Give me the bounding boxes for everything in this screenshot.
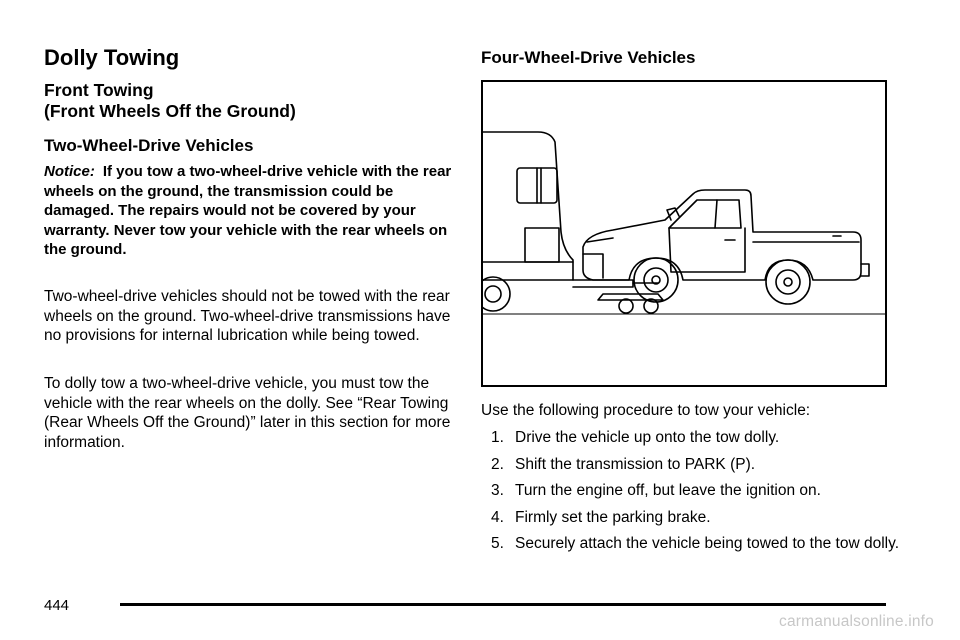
dolly-towing-illustration xyxy=(481,80,887,387)
front-towing-heading-line1: Front Towing xyxy=(44,80,154,100)
truck-front-wheel xyxy=(634,258,678,302)
truck-on-dolly-drawing xyxy=(483,82,885,385)
procedure-step xyxy=(481,481,901,501)
dolly-tow-paragraph: To dolly tow a two-wheel-drive vehicle, you must tow the vehicle with the rear wheels on the dolly. See “Rear Towing (Rear Wheels Off the Ground)” later in this section for more information. xyxy=(44,375,451,451)
step-text: Turn the engine off, but leave the ignition on. xyxy=(515,482,821,499)
step-number: 1. xyxy=(491,429,504,446)
step-number: 5. xyxy=(491,535,504,552)
step-text: Shift the transmission to PARK (P). xyxy=(515,455,756,473)
procedure-step xyxy=(481,428,901,448)
truck-front-bumper xyxy=(583,254,603,278)
two-wheel-drive-paragraph: Two-wheel-drive vehicles should not be towed with the rear wheels on the ground. Two-wheel-drive transmissions have no provisions for internal lubrication while being towed. xyxy=(44,288,451,345)
notice-label: Notice: xyxy=(44,163,95,180)
procedure-step xyxy=(481,455,901,475)
step-number: 2. xyxy=(491,455,504,473)
truck-cab-window xyxy=(669,200,741,228)
step-number: 3. xyxy=(491,482,504,499)
motorhome-wheel xyxy=(483,277,510,311)
notice-block xyxy=(44,162,454,260)
front-towing-heading-line2: (Front Wheels Off the Ground) xyxy=(44,101,296,121)
procedure-intro: Use the following procedure to tow your vehicle: xyxy=(481,402,811,419)
dolly-wheel-left xyxy=(619,299,633,313)
tow-bar xyxy=(573,280,633,287)
step-text: Drive the vehicle up onto the tow dolly. xyxy=(515,429,780,446)
procedure-steps xyxy=(481,428,901,561)
truck-rear-wheel xyxy=(766,260,810,304)
front-towing-heading xyxy=(44,80,296,122)
site-watermark: carmanualsonline.info xyxy=(779,613,934,630)
notice-text: If you tow a two-wheel-drive vehicle with the rear wheels on the ground, the transmission could be damaged. The repairs would not be covered by your warranty. Never tow your vehicle with the rear wheels on the ground. xyxy=(44,163,452,259)
truck-door xyxy=(669,228,745,272)
footer-rule xyxy=(120,603,886,606)
four-wheel-drive-heading: Four-Wheel-Drive Vehicles xyxy=(481,48,696,67)
page-number: 444 xyxy=(44,597,70,614)
motorhome-door xyxy=(525,228,559,262)
step-text: Firmly set the parking brake. xyxy=(515,508,711,526)
step-number: 4. xyxy=(491,508,504,526)
two-wheel-drive-heading: Two-Wheel-Drive Vehicles xyxy=(44,136,254,155)
page-title: Dolly Towing xyxy=(44,45,180,70)
truck-body xyxy=(583,190,861,280)
procedure-step xyxy=(481,508,901,528)
procedure-step xyxy=(481,534,901,554)
step-text: Securely attach the vehicle being towed to the tow dolly. xyxy=(515,535,899,552)
